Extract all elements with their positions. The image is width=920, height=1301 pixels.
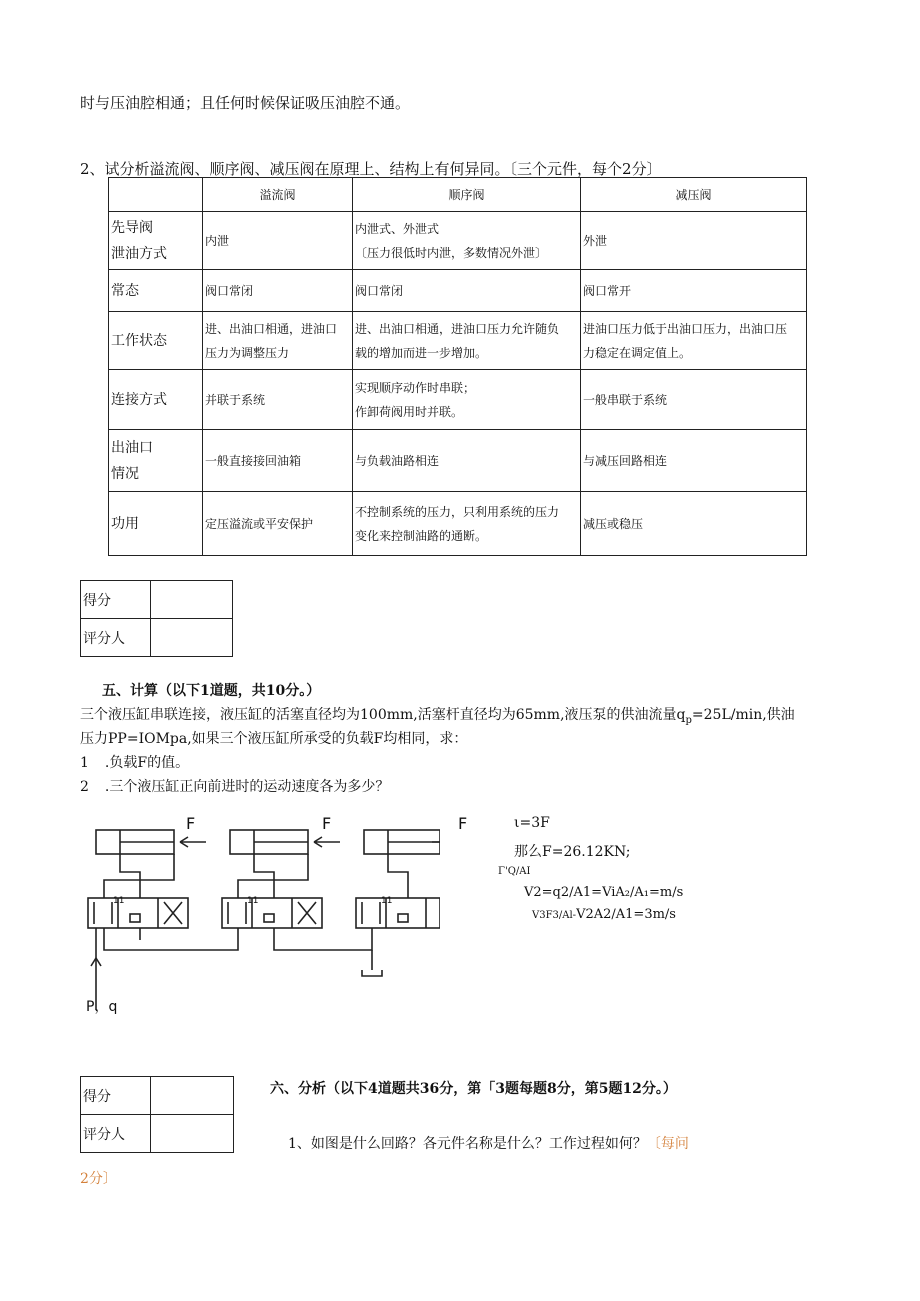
valve-mark-1: 11	[113, 896, 125, 906]
grader-field[interactable]	[151, 619, 233, 657]
grader-field[interactable]	[151, 1115, 234, 1153]
cylinder-1	[96, 830, 174, 854]
section-5-heading: 五、计算（以下1道题，共10分。）	[102, 683, 321, 699]
table-cell: 并联于系统	[203, 370, 353, 430]
section-5-item1: 1 .负载F的值。	[80, 755, 190, 771]
row-label: 常态	[109, 270, 203, 312]
table-row	[109, 492, 807, 556]
inlet-label: P，q	[86, 999, 118, 1015]
section-6-heading: 六、分析（以下4道题共36分，第「3题每题8分，第5题12分。）	[270, 1081, 677, 1097]
table-cell: 一般串联于系统	[581, 370, 807, 430]
answer-line-2: 那么F=26.12KN;	[514, 844, 631, 860]
table-cell: 减压或稳压	[581, 492, 807, 556]
table-cell: 阀口常闭	[203, 270, 353, 312]
cylinder-3	[364, 830, 440, 854]
table-cell: 进、出油口相通，进油口压力允许随负 载的增加而进一步增加。	[353, 312, 581, 370]
row-label: 连接方式	[109, 370, 203, 430]
score-box	[80, 580, 233, 657]
score-box-2	[80, 1076, 234, 1153]
table-cell: 不控制系统的压力，只利用系统的压力 变化来控制油路的通断。	[353, 492, 581, 556]
valve-mark-3: 11	[381, 896, 393, 906]
score-field[interactable]	[151, 581, 233, 619]
table-row	[109, 370, 807, 430]
row-label: 功用	[109, 492, 203, 556]
table-cell: 内泄	[203, 212, 353, 270]
row-label: 工作状态	[109, 312, 203, 370]
table-cell: 实现顺序动作时串联； 作卸荷阀用时并联。	[353, 370, 581, 430]
question-6-1: 1、如图是什么回路？各元件名称是什么？工作过程如何？〔每问	[288, 1136, 689, 1152]
force-label-2: F	[322, 814, 332, 833]
score-label: 得分	[81, 581, 151, 619]
answer-line-5: V3F3/Al-V2A2/A1=3m/s	[532, 907, 676, 922]
table-cell: 与减压回路相连	[581, 430, 807, 492]
section-5-line2: 压力PP=IOMpa,如果三个液压缸所承受的负载F均相同，求：	[80, 731, 468, 747]
table-cell: 进油口压力低于出油口压力，出油口压 力稳定在调定值上。	[581, 312, 807, 370]
answer-line-1: ι=3F	[514, 815, 550, 831]
score-label: 得分	[81, 1077, 151, 1115]
table-cell: 阀口常开	[581, 270, 807, 312]
valve-mark-2: 11	[247, 896, 259, 906]
grader-label: 评分人	[81, 1115, 151, 1153]
directional-valve-3	[356, 898, 440, 928]
table-row	[109, 430, 807, 492]
table-row	[109, 312, 807, 370]
answer-line-4: V2=q2/A1=ViA₂/A₁=m/s	[524, 885, 684, 900]
table-cell: 与负载油路相连	[353, 430, 581, 492]
table-row	[109, 270, 807, 312]
table-header-row	[109, 178, 807, 212]
question-2-title: 2、试分析溢流阀、顺序阀、减压阀在原理上、结构上有何异同。〔三个元件，每个2分〕	[80, 160, 662, 178]
section-5-line1: 三个液压缸串联连接，液压缸的活塞直径均为100mm,活塞杆直径均为65mm,液压泵的供油流量$q_p=25L/\min$,供油	[80, 707, 795, 726]
cylinder-2	[230, 830, 308, 854]
force-label-3: F	[458, 814, 468, 833]
header-reducing-valve: 减压阀	[581, 178, 807, 212]
directional-valve-2	[222, 898, 322, 928]
section-5-item2: 2 .三个液压缸正向前进时的运动速度各为多少？	[80, 779, 390, 795]
row-label: 先导阀 泄油方式	[109, 212, 203, 270]
header-overflow-valve: 溢流阀	[203, 178, 353, 212]
header-sequence-valve: 顺序阀	[353, 178, 581, 212]
row-label: 出油口 情况	[109, 430, 203, 492]
table-cell: 一般直接接回油箱	[203, 430, 353, 492]
answer-line-3: Γ'Q/AI	[498, 866, 531, 877]
header-empty	[109, 178, 203, 212]
force-label-1: F	[186, 814, 196, 833]
table-cell: 进、出油口相通，进油口 压力为调整压力	[203, 312, 353, 370]
valve-comparison-table	[108, 177, 807, 556]
grader-label: 评分人	[81, 619, 151, 657]
hydraulic-circuit-diagram	[80, 810, 440, 1025]
continued-line: 时与压油腔相通；且任何时候保证吸压油腔不通。	[80, 94, 411, 112]
table-row	[109, 212, 807, 270]
table-cell: 外泄	[581, 212, 807, 270]
table-cell: 阀口常闭	[353, 270, 581, 312]
score-field[interactable]	[151, 1077, 234, 1115]
table-cell: 定压溢流或平安保护	[203, 492, 353, 556]
directional-valve-1	[88, 898, 188, 928]
table-cell: 内泄式、外泄式 〔压力很低时内泄，多数情况外泄〕	[353, 212, 581, 270]
question-6-1-points: 2分〕	[80, 1171, 117, 1187]
